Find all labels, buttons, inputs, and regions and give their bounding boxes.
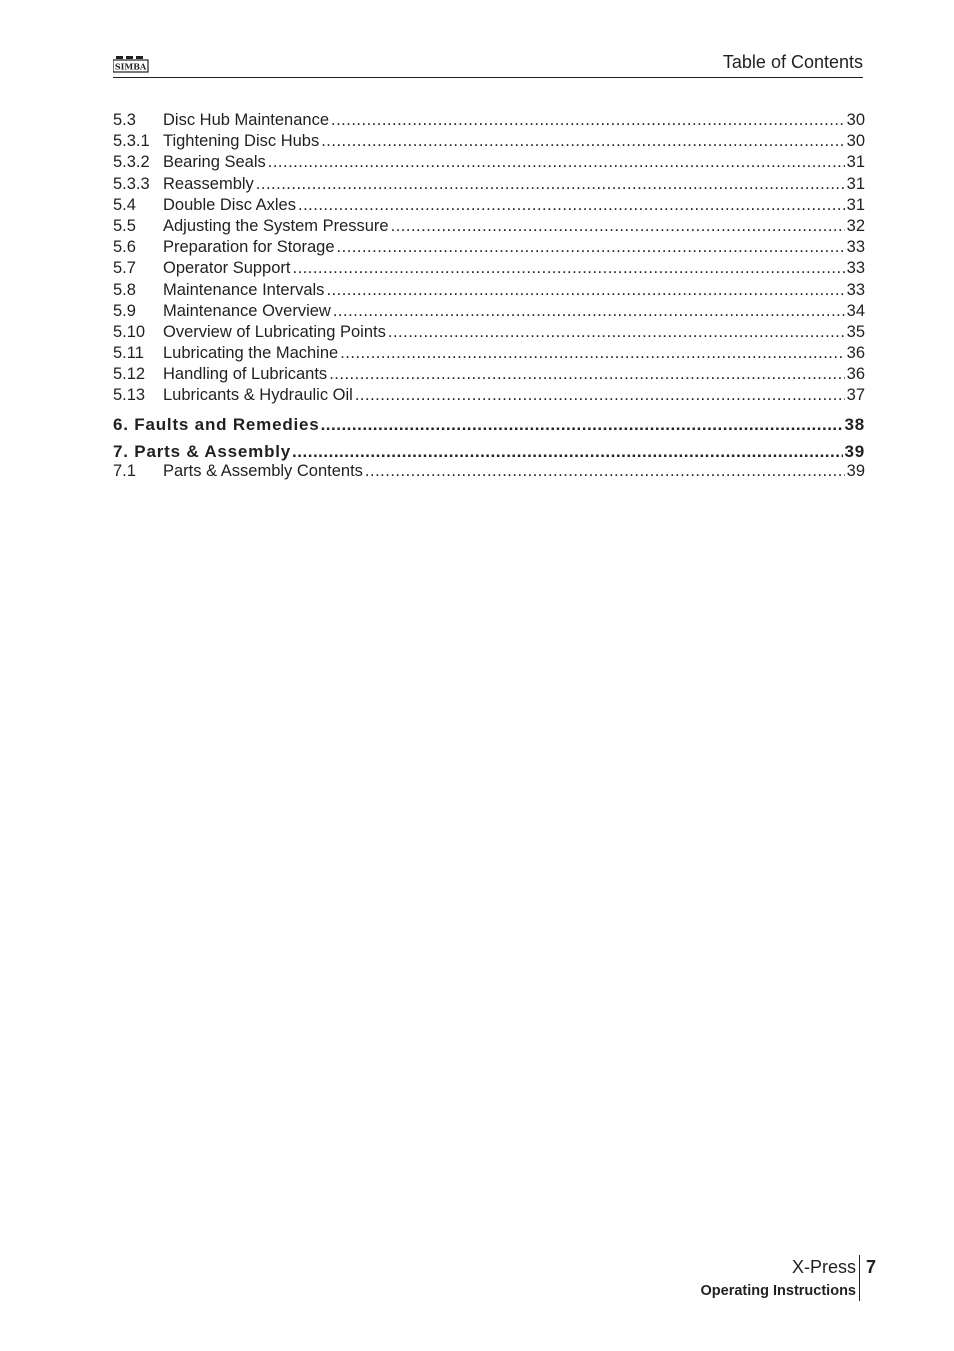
toc-entry-number: 5.8 xyxy=(113,280,136,299)
toc-entry-page: 36 xyxy=(846,365,865,384)
toc-chapter-title: 7. Parts & Assembly xyxy=(113,441,292,461)
footer-page-number: 7 xyxy=(865,1257,876,1277)
svg-text:SIMBA: SIMBA xyxy=(114,61,147,72)
toc-entry-number: 5.5 xyxy=(113,216,136,235)
toc-chapter-page: 39 xyxy=(844,441,865,461)
toc-entry-title: Handling of Lubricants xyxy=(163,365,328,384)
toc-entry[interactable] xyxy=(113,131,865,152)
toc-entry-title: Adjusting the System Pressure xyxy=(163,216,389,235)
toc-entry-title: Operator Support xyxy=(163,259,291,278)
footer-subtitle: Operating Instructions xyxy=(700,1283,856,1299)
dot-leader xyxy=(355,385,845,406)
dot-leader xyxy=(298,195,845,216)
dot-leader xyxy=(337,237,845,258)
dot-leader xyxy=(333,301,845,322)
toc-entry-page: 33 xyxy=(846,280,865,299)
toc-entry-number: 5.3 xyxy=(113,111,136,129)
toc-entry[interactable] xyxy=(113,280,865,301)
dot-leader xyxy=(256,174,845,195)
toc-chapter-title: 6. Faults and Remedies xyxy=(113,414,320,434)
toc-entry[interactable] xyxy=(113,152,865,173)
dot-leader xyxy=(321,131,844,152)
toc-entry-page: 35 xyxy=(846,322,865,341)
toc-entry-page: 36 xyxy=(846,344,865,363)
dot-leader xyxy=(365,461,845,482)
toc-entry-number: 5.6 xyxy=(113,238,136,257)
toc-entry-number: 5.12 xyxy=(113,365,146,384)
dot-leader xyxy=(391,216,845,237)
toc-entry[interactable] xyxy=(113,195,865,216)
toc-entry-title: Maintenance Intervals xyxy=(163,280,325,299)
toc-entry-title: Lubricants & Hydraulic Oil xyxy=(163,386,353,405)
toc-entry-page: 37 xyxy=(846,386,865,405)
toc-entry-page: 33 xyxy=(846,259,865,278)
toc-entry[interactable] xyxy=(113,110,865,131)
toc-entry-number: 5.3.3 xyxy=(113,174,150,193)
toc-entry-number: 7.1 xyxy=(113,461,136,480)
simba-logo xyxy=(113,54,149,74)
toc-entry-number: 5.9 xyxy=(113,301,136,320)
toc-entry[interactable] xyxy=(113,364,865,385)
page-header xyxy=(113,50,863,78)
toc-entry[interactable] xyxy=(113,461,865,482)
toc-entry-number: 5.3.1 xyxy=(113,132,150,151)
page-footer xyxy=(640,1255,876,1301)
toc-chapter-page: 38 xyxy=(844,414,865,434)
toc-entry-number: 5.11 xyxy=(113,344,144,363)
toc-entry-page: 30 xyxy=(846,111,865,129)
toc-entry-title: Reassembly xyxy=(163,174,254,193)
dot-leader xyxy=(340,343,844,364)
toc-entry-page: 33 xyxy=(846,238,865,257)
table-of-contents xyxy=(113,110,865,482)
toc-entry[interactable] xyxy=(113,216,865,237)
toc-entry-page: 39 xyxy=(846,461,865,480)
toc-entry[interactable] xyxy=(113,322,865,343)
toc-entry-number: 5.13 xyxy=(113,386,146,405)
toc-chapter-entry[interactable] xyxy=(113,411,865,438)
toc-entry[interactable] xyxy=(113,237,865,258)
toc-entry-page: 32 xyxy=(846,216,865,235)
toc-entry-page: 31 xyxy=(846,174,865,193)
toc-entry-title: Preparation for Storage xyxy=(163,238,335,257)
toc-entry-title: Disc Hub Maintenance xyxy=(163,111,329,129)
toc-entry-page: 30 xyxy=(846,132,865,151)
toc-entry-title: Bearing Seals xyxy=(163,153,266,172)
toc-entry-page: 31 xyxy=(846,153,865,172)
toc-entry-number: 5.10 xyxy=(113,322,146,341)
toc-entry[interactable] xyxy=(113,301,865,322)
toc-entry[interactable] xyxy=(113,385,865,406)
toc-entry-page: 31 xyxy=(846,195,865,214)
toc-entry-number: 5.7 xyxy=(113,259,136,278)
dot-leader xyxy=(331,110,845,131)
toc-entry-title: Lubricating the Machine xyxy=(163,344,339,363)
toc-entry-number: 5.4 xyxy=(113,195,136,214)
dot-leader xyxy=(293,258,845,279)
toc-entry[interactable] xyxy=(113,258,865,279)
dot-leader xyxy=(326,280,844,301)
toc-entry-title: Overview of Lubricating Points xyxy=(163,322,386,341)
footer-divider xyxy=(859,1255,861,1301)
footer-product-name: X-Press xyxy=(791,1257,856,1277)
toc-entry-number: 5.3.2 xyxy=(113,153,150,172)
toc-entry-title: Maintenance Overview xyxy=(163,301,331,320)
toc-entry-page: 34 xyxy=(846,301,865,320)
dot-leader xyxy=(388,322,845,343)
toc-entry-title: Tightening Disc Hubs xyxy=(163,132,320,151)
header-title: Table of Contents xyxy=(722,52,863,72)
dot-leader xyxy=(321,411,844,438)
toc-entry[interactable] xyxy=(113,343,865,364)
toc-entry-title: Double Disc Axles xyxy=(163,195,296,214)
toc-entry-title: Parts & Assembly Contents xyxy=(163,461,363,480)
dot-leader xyxy=(329,364,844,385)
dot-leader xyxy=(268,152,845,173)
toc-entry[interactable] xyxy=(113,174,865,195)
